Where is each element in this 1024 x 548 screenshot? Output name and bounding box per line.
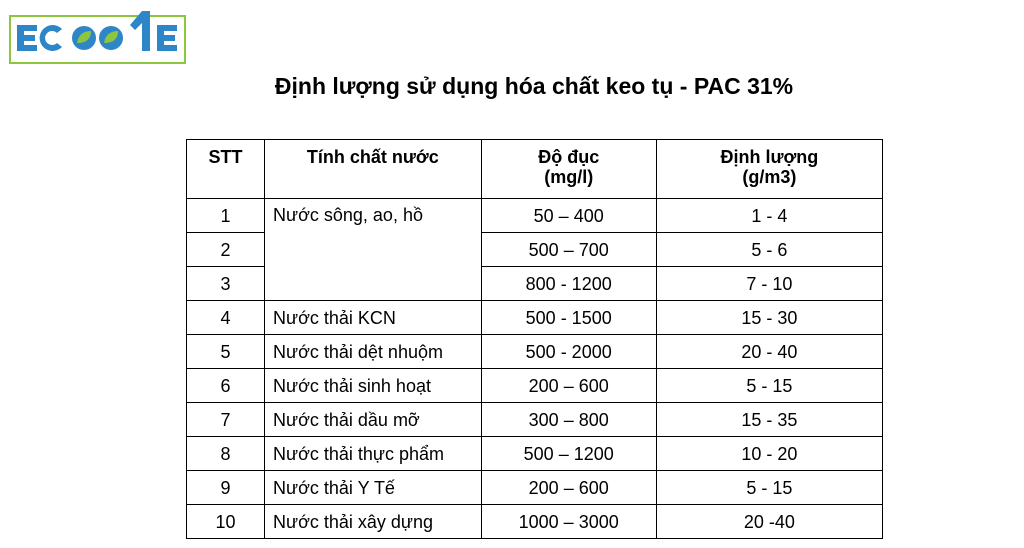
table-row <box>187 301 883 335</box>
header-dosage-line1: Định lượng <box>720 147 819 167</box>
cell-property: Nước thải Y Tế <box>265 471 482 505</box>
cell-property: Nước thải sinh hoạt <box>265 369 482 403</box>
cell-stt: 1 <box>187 199 265 233</box>
cell-stt: 2 <box>187 233 265 267</box>
table-header-row <box>187 140 883 199</box>
cell-dosage: 20 - 40 <box>656 335 882 369</box>
table-row <box>187 437 883 471</box>
cell-property: Nước thải dệt nhuộm <box>265 335 482 369</box>
cell-dosage: 10 - 20 <box>656 437 882 471</box>
cell-turbidity: 500 - 1500 <box>481 301 656 335</box>
cell-property: Nước sông, ao, hồ <box>265 199 482 301</box>
cell-stt: 10 <box>187 505 265 539</box>
cell-dosage: 7 - 10 <box>656 267 882 301</box>
cell-dosage: 15 - 30 <box>656 301 882 335</box>
cell-turbidity: 800 - 1200 <box>481 267 656 301</box>
table-row <box>187 471 883 505</box>
header-property: Tính chất nước <box>265 140 482 199</box>
cell-property: Nước thải xây dựng <box>265 505 482 539</box>
cell-dosage: 5 - 6 <box>656 233 882 267</box>
cell-property: Nước thải dầu mỡ <box>265 403 482 437</box>
cell-property: Nước thải thực phẩm <box>265 437 482 471</box>
cell-turbidity: 1000 – 3000 <box>481 505 656 539</box>
cell-stt: 6 <box>187 369 265 403</box>
page-title: Định lượng sử dụng hóa chất keo tụ - PAC 31% <box>274 73 794 99</box>
cell-dosage: 5 - 15 <box>656 369 882 403</box>
pac-dosage-table <box>186 139 883 539</box>
ecoone-logo <box>9 7 186 65</box>
header-dosage <box>656 140 882 199</box>
header-turbidity-line2: (mg/l) <box>544 167 594 187</box>
cell-turbidity: 300 – 800 <box>481 403 656 437</box>
cell-stt: 4 <box>187 301 265 335</box>
cell-stt: 9 <box>187 471 265 505</box>
cell-dosage: 5 - 15 <box>656 471 882 505</box>
cell-dosage: 15 - 35 <box>656 403 882 437</box>
cell-turbidity: 500 - 2000 <box>481 335 656 369</box>
header-turbidity-line1: Độ đục <box>538 147 600 167</box>
cell-turbidity: 500 – 1200 <box>481 437 656 471</box>
table-row <box>187 335 883 369</box>
cell-stt: 3 <box>187 267 265 301</box>
table-row <box>187 505 883 539</box>
cell-dosage: 1 - 4 <box>656 199 882 233</box>
cell-stt: 8 <box>187 437 265 471</box>
header-stt: STT <box>187 140 265 199</box>
table-row <box>187 199 883 233</box>
header-turbidity <box>481 140 656 199</box>
cell-dosage: 20 -40 <box>656 505 882 539</box>
cell-turbidity: 500 – 700 <box>481 233 656 267</box>
cell-property: Nước thải KCN <box>265 301 482 335</box>
table-row <box>187 403 883 437</box>
cell-turbidity: 200 – 600 <box>481 471 656 505</box>
cell-stt: 5 <box>187 335 265 369</box>
table-row <box>187 369 883 403</box>
header-dosage-line2: (g/m3) <box>742 167 797 187</box>
cell-turbidity: 50 – 400 <box>481 199 656 233</box>
cell-stt: 7 <box>187 403 265 437</box>
cell-turbidity: 200 – 600 <box>481 369 656 403</box>
